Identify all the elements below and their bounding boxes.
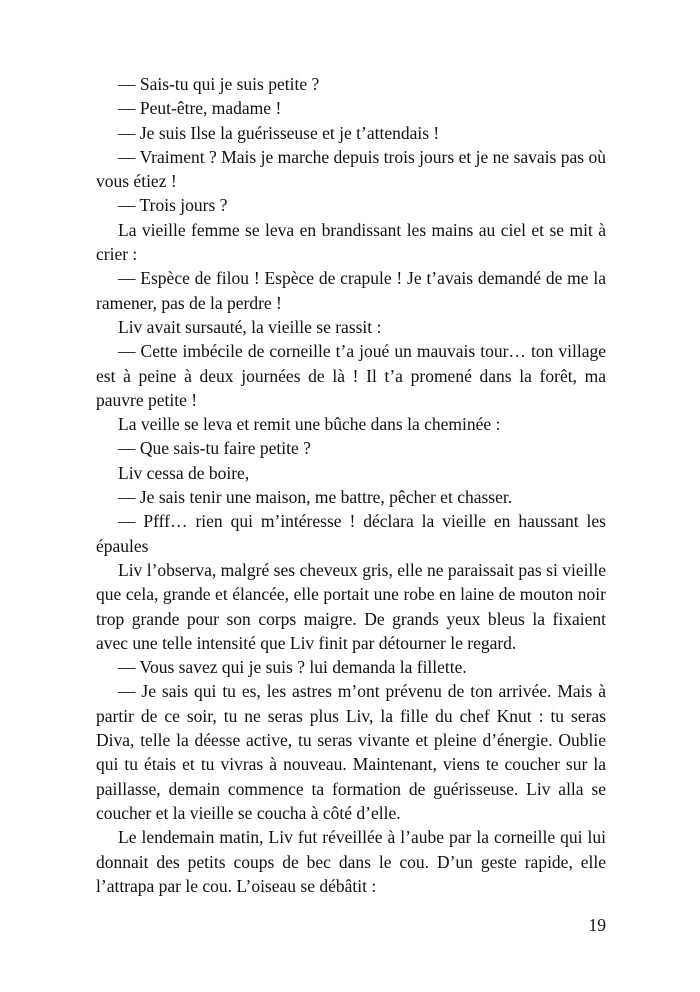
paragraph: — Je sais tenir une maison, me battre, pêcher et chasser. — [118, 487, 513, 508]
paragraph: — Vous savez qui je suis ? lui demanda la fillette. — [118, 657, 467, 678]
paragraph: — Je suis Ilse la guérisseuse et je t’attendais ! — [118, 122, 440, 143]
paragraph: Liv cessa de boire, — [118, 462, 250, 483]
paragraph: — Peut-être, madame ! — [118, 98, 282, 119]
paragraph: — Je sais qui tu es, les astres m’ont prévenu de ton arrivée. Mais à partir de ce soir, tu ne seras plus Liv, la fille du chef Knut : tu seras Diva, telle la déesse active, tu seras vivante et pleine d’énergie. Oublie qui tu étais et tu vivras à nouveau. Maintenant, viens te coucher sur la paillasse, demain commence ta formation de guérisseuse. Liv alla se coucher et la vieille se coucha à côté d’elle. — [96, 681, 606, 823]
page-body — [96, 72, 606, 898]
paragraph: — Que sais-tu faire petite ? — [118, 438, 311, 459]
paragraph: Liv avait sursauté, la vieille se rassit : — [118, 316, 382, 337]
paragraph: — Espèce de filou ! Espèce de crapule ! Je t’avais demandé de me la ramener, pas de la perdre ! — [96, 268, 606, 313]
paragraph: — Trois jours ? — [118, 195, 228, 216]
paragraph: — Cette imbécile de corneille t’a joué un mauvais tour… ton village est à peine à deux journées de là ! Il t’a promené dans la forêt, ma pauvre petite ! — [96, 341, 606, 410]
paragraph: Liv l’observa, malgré ses cheveux gris, elle ne paraissait pas si vieille que cela, grande et élancée, elle portait une robe en laine de mouton noir trop grande pour son corps maigre. De grands yeux bleus la fixaient avec une telle intensité que Liv finit par détourner le regard. — [96, 559, 606, 653]
paragraph: — Sais-tu qui je suis petite ? — [118, 74, 320, 94]
paragraph: Le lendemain matin, Liv fut réveillée à l’aube par la corneille qui lui donnait des petits coups de bec dans le cou. D’un geste rapide, elle l’attrapa par le cou. L’oiseau se débâtit : — [96, 827, 606, 896]
page-number: 19 — [588, 915, 606, 935]
paragraph: — Vraiment ? Mais je marche depuis trois jours et je ne savais pas où vous étiez ! — [96, 146, 606, 192]
paragraph: — Pfff… rien qui m’intéresse ! déclara la vieille en haussant les épaules — [96, 511, 606, 556]
paragraph: La vieille femme se leva en brandissant les mains au ciel et se mit à crier : — [96, 219, 606, 265]
paragraph: La veille se leva et remit une bûche dans la cheminée : — [118, 414, 501, 435]
